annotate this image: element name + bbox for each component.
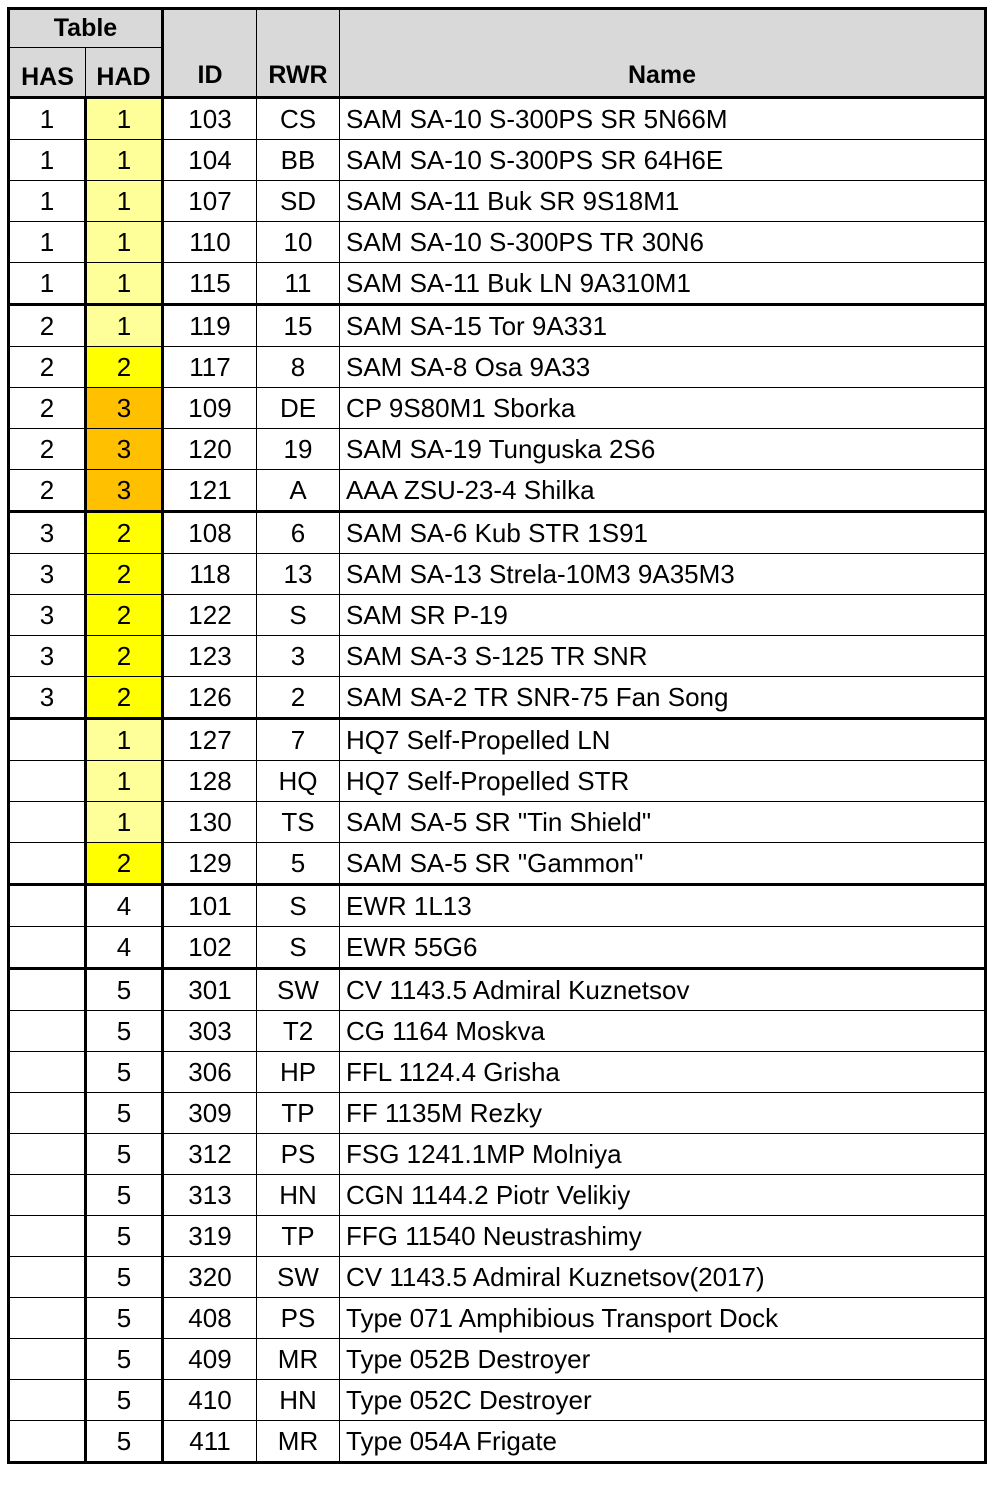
cell-had: 2 xyxy=(86,677,163,719)
cell-has xyxy=(9,761,86,802)
cell-rwr: 15 xyxy=(257,305,340,347)
table-row xyxy=(9,1052,986,1093)
table-header xyxy=(9,9,986,98)
row-group xyxy=(9,98,986,305)
cell-id: 103 xyxy=(163,98,257,140)
cell-rwr: 11 xyxy=(257,263,340,305)
cell-had: 1 xyxy=(86,263,163,305)
cell-id: 101 xyxy=(163,885,257,927)
table-row xyxy=(9,554,986,595)
cell-has xyxy=(9,1298,86,1339)
cell-name: AAA ZSU-23-4 Shilka xyxy=(340,470,986,512)
cell-rwr: CS xyxy=(257,98,340,140)
cell-id: 120 xyxy=(163,429,257,470)
cell-name: CV 1143.5 Admiral Kuznetsov(2017) xyxy=(340,1257,986,1298)
table-row xyxy=(9,1421,986,1463)
table-row xyxy=(9,98,986,140)
cell-has: 3 xyxy=(9,636,86,677)
cell-id: 104 xyxy=(163,140,257,181)
cell-name: FFG 11540 Neustrashimy xyxy=(340,1216,986,1257)
cell-has: 2 xyxy=(9,305,86,347)
header-id: ID xyxy=(163,9,257,98)
cell-has: 1 xyxy=(9,181,86,222)
cell-had: 2 xyxy=(86,636,163,677)
cell-rwr: TP xyxy=(257,1216,340,1257)
cell-name: HQ7 Self-Propelled LN xyxy=(340,719,986,761)
cell-has xyxy=(9,1380,86,1421)
cell-id: 128 xyxy=(163,761,257,802)
cell-name: SAM SA-13 Strela-10M3 9A35M3 xyxy=(340,554,986,595)
cell-had: 5 xyxy=(86,1380,163,1421)
cell-has: 1 xyxy=(9,222,86,263)
cell-has: 2 xyxy=(9,347,86,388)
header-table-group: Table xyxy=(9,9,163,48)
cell-had: 5 xyxy=(86,1175,163,1216)
table-row xyxy=(9,969,986,1011)
cell-name: SAM SA-11 Buk LN 9A310M1 xyxy=(340,263,986,305)
header-name: Name xyxy=(340,9,986,98)
table-row xyxy=(9,1134,986,1175)
cell-had: 1 xyxy=(86,761,163,802)
cell-has: 3 xyxy=(9,677,86,719)
cell-has xyxy=(9,1216,86,1257)
cell-had: 5 xyxy=(86,1216,163,1257)
cell-rwr: MR xyxy=(257,1421,340,1463)
header-had: HAD xyxy=(86,48,163,98)
cell-name: CG 1164 Moskva xyxy=(340,1011,986,1052)
cell-rwr: PS xyxy=(257,1298,340,1339)
cell-has xyxy=(9,1175,86,1216)
table-row xyxy=(9,927,986,969)
cell-had: 2 xyxy=(86,595,163,636)
cell-rwr: 3 xyxy=(257,636,340,677)
cell-rwr: 13 xyxy=(257,554,340,595)
cell-id: 109 xyxy=(163,388,257,429)
cell-name: FSG 1241.1MP Molniya xyxy=(340,1134,986,1175)
cell-rwr: A xyxy=(257,470,340,512)
cell-name: SAM SR P-19 xyxy=(340,595,986,636)
table-row xyxy=(9,512,986,554)
cell-has xyxy=(9,885,86,927)
cell-had: 1 xyxy=(86,802,163,843)
cell-had: 5 xyxy=(86,1011,163,1052)
cell-rwr: 7 xyxy=(257,719,340,761)
threat-table xyxy=(7,7,987,1464)
cell-id: 410 xyxy=(163,1380,257,1421)
cell-id: 122 xyxy=(163,595,257,636)
cell-has xyxy=(9,1134,86,1175)
cell-rwr: TS xyxy=(257,802,340,843)
cell-name: SAM SA-8 Osa 9A33 xyxy=(340,347,986,388)
cell-id: 115 xyxy=(163,263,257,305)
table-row xyxy=(9,222,986,263)
cell-has xyxy=(9,1257,86,1298)
cell-rwr: 19 xyxy=(257,429,340,470)
cell-id: 121 xyxy=(163,470,257,512)
cell-had: 5 xyxy=(86,1339,163,1380)
cell-name: SAM SA-10 S-300PS TR 30N6 xyxy=(340,222,986,263)
cell-id: 119 xyxy=(163,305,257,347)
cell-has: 1 xyxy=(9,140,86,181)
cell-id: 126 xyxy=(163,677,257,719)
table-row xyxy=(9,677,986,719)
cell-had: 1 xyxy=(86,305,163,347)
cell-rwr: BB xyxy=(257,140,340,181)
cell-name: FFL 1124.4 Grisha xyxy=(340,1052,986,1093)
cell-rwr: SW xyxy=(257,969,340,1011)
cell-has xyxy=(9,927,86,969)
cell-id: 118 xyxy=(163,554,257,595)
cell-has xyxy=(9,1339,86,1380)
cell-name: SAM SA-10 S-300PS SR 5N66M xyxy=(340,98,986,140)
cell-name: Type 052C Destroyer xyxy=(340,1380,986,1421)
cell-has: 2 xyxy=(9,429,86,470)
cell-name: EWR 1L13 xyxy=(340,885,986,927)
cell-has: 1 xyxy=(9,98,86,140)
cell-had: 1 xyxy=(86,222,163,263)
table-row xyxy=(9,1011,986,1052)
cell-name: SAM SA-5 SR "Gammon" xyxy=(340,843,986,885)
cell-has: 3 xyxy=(9,512,86,554)
cell-has: 2 xyxy=(9,470,86,512)
table-row xyxy=(9,595,986,636)
row-group xyxy=(9,969,986,1463)
cell-id: 108 xyxy=(163,512,257,554)
cell-had: 3 xyxy=(86,470,163,512)
cell-rwr: SW xyxy=(257,1257,340,1298)
cell-name: SAM SA-19 Tunguska 2S6 xyxy=(340,429,986,470)
cell-had: 1 xyxy=(86,140,163,181)
cell-has xyxy=(9,1011,86,1052)
table-row xyxy=(9,1175,986,1216)
threat-table-container xyxy=(7,7,987,1464)
table-row xyxy=(9,636,986,677)
cell-id: 123 xyxy=(163,636,257,677)
cell-id: 127 xyxy=(163,719,257,761)
cell-had: 4 xyxy=(86,885,163,927)
cell-name: Type 052B Destroyer xyxy=(340,1339,986,1380)
cell-id: 102 xyxy=(163,927,257,969)
table-row xyxy=(9,719,986,761)
table-row xyxy=(9,885,986,927)
cell-rwr: HQ xyxy=(257,761,340,802)
cell-rwr: 10 xyxy=(257,222,340,263)
cell-had: 5 xyxy=(86,969,163,1011)
row-group xyxy=(9,885,986,969)
cell-id: 130 xyxy=(163,802,257,843)
cell-id: 107 xyxy=(163,181,257,222)
cell-rwr: SD xyxy=(257,181,340,222)
table-row xyxy=(9,843,986,885)
cell-id: 313 xyxy=(163,1175,257,1216)
cell-name: CP 9S80M1 Sborka xyxy=(340,388,986,429)
cell-id: 117 xyxy=(163,347,257,388)
cell-had: 4 xyxy=(86,927,163,969)
table-row xyxy=(9,1339,986,1380)
cell-rwr: S xyxy=(257,927,340,969)
cell-has xyxy=(9,843,86,885)
cell-name: CV 1143.5 Admiral Kuznetsov xyxy=(340,969,986,1011)
cell-rwr: 6 xyxy=(257,512,340,554)
table-row xyxy=(9,347,986,388)
table-row xyxy=(9,1380,986,1421)
cell-had: 5 xyxy=(86,1134,163,1175)
cell-id: 110 xyxy=(163,222,257,263)
table-row xyxy=(9,470,986,512)
table-row xyxy=(9,181,986,222)
cell-had: 2 xyxy=(86,347,163,388)
table-row xyxy=(9,388,986,429)
cell-rwr: T2 xyxy=(257,1011,340,1052)
cell-name: SAM SA-5 SR "Tin Shield" xyxy=(340,802,986,843)
cell-rwr: S xyxy=(257,885,340,927)
table-row xyxy=(9,1093,986,1134)
cell-id: 301 xyxy=(163,969,257,1011)
cell-has xyxy=(9,1421,86,1463)
cell-has xyxy=(9,802,86,843)
table-row xyxy=(9,802,986,843)
cell-has xyxy=(9,1052,86,1093)
row-group xyxy=(9,719,986,885)
cell-had: 5 xyxy=(86,1052,163,1093)
header-has: HAS xyxy=(9,48,86,98)
cell-had: 2 xyxy=(86,554,163,595)
cell-had: 1 xyxy=(86,719,163,761)
cell-rwr: HP xyxy=(257,1052,340,1093)
cell-rwr: MR xyxy=(257,1339,340,1380)
cell-had: 5 xyxy=(86,1093,163,1134)
cell-had: 3 xyxy=(86,429,163,470)
cell-name: SAM SA-11 Buk SR 9S18M1 xyxy=(340,181,986,222)
cell-id: 409 xyxy=(163,1339,257,1380)
cell-name: CGN 1144.2 Piotr Velikiy xyxy=(340,1175,986,1216)
table-row xyxy=(9,140,986,181)
cell-had: 1 xyxy=(86,181,163,222)
cell-has xyxy=(9,1093,86,1134)
cell-id: 319 xyxy=(163,1216,257,1257)
cell-had: 5 xyxy=(86,1298,163,1339)
cell-name: HQ7 Self-Propelled STR xyxy=(340,761,986,802)
cell-has: 3 xyxy=(9,595,86,636)
cell-rwr: HN xyxy=(257,1380,340,1421)
cell-rwr: HN xyxy=(257,1175,340,1216)
cell-name: Type 054A Frigate xyxy=(340,1421,986,1463)
cell-id: 309 xyxy=(163,1093,257,1134)
cell-had: 2 xyxy=(86,843,163,885)
cell-name: FF 1135M Rezky xyxy=(340,1093,986,1134)
table-row xyxy=(9,1298,986,1339)
cell-name: SAM SA-2 TR SNR-75 Fan Song xyxy=(340,677,986,719)
cell-id: 306 xyxy=(163,1052,257,1093)
cell-had: 5 xyxy=(86,1257,163,1298)
table-row xyxy=(9,1257,986,1298)
cell-name: EWR 55G6 xyxy=(340,927,986,969)
cell-had: 1 xyxy=(86,98,163,140)
cell-had: 5 xyxy=(86,1421,163,1463)
table-row xyxy=(9,429,986,470)
cell-rwr: 8 xyxy=(257,347,340,388)
cell-rwr: 2 xyxy=(257,677,340,719)
cell-rwr: 5 xyxy=(257,843,340,885)
cell-rwr: S xyxy=(257,595,340,636)
cell-id: 129 xyxy=(163,843,257,885)
cell-name: SAM SA-3 S-125 TR SNR xyxy=(340,636,986,677)
row-group xyxy=(9,512,986,719)
table-row xyxy=(9,305,986,347)
cell-id: 312 xyxy=(163,1134,257,1175)
cell-rwr: TP xyxy=(257,1093,340,1134)
row-group xyxy=(9,305,986,512)
cell-rwr: PS xyxy=(257,1134,340,1175)
cell-has xyxy=(9,969,86,1011)
cell-id: 320 xyxy=(163,1257,257,1298)
cell-rwr: DE xyxy=(257,388,340,429)
table-row xyxy=(9,1216,986,1257)
cell-id: 411 xyxy=(163,1421,257,1463)
cell-has: 2 xyxy=(9,388,86,429)
cell-has xyxy=(9,719,86,761)
header-rwr: RWR xyxy=(257,9,340,98)
cell-id: 408 xyxy=(163,1298,257,1339)
cell-name: SAM SA-6 Kub STR 1S91 xyxy=(340,512,986,554)
cell-name: SAM SA-15 Tor 9A331 xyxy=(340,305,986,347)
cell-name: Type 071 Amphibious Transport Dock xyxy=(340,1298,986,1339)
cell-id: 303 xyxy=(163,1011,257,1052)
cell-name: SAM SA-10 S-300PS SR 64H6E xyxy=(340,140,986,181)
table-row xyxy=(9,761,986,802)
table-row xyxy=(9,263,986,305)
cell-had: 3 xyxy=(86,388,163,429)
cell-has: 1 xyxy=(9,263,86,305)
cell-has: 3 xyxy=(9,554,86,595)
cell-had: 2 xyxy=(86,512,163,554)
